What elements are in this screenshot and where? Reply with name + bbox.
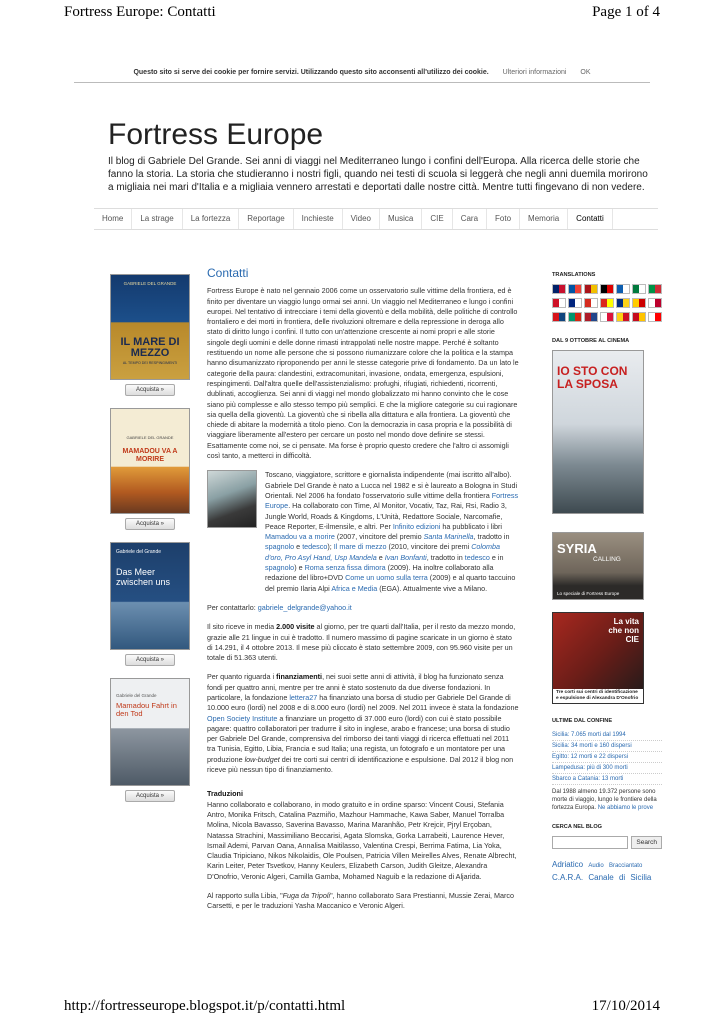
nav-memoria[interactable]: Memoria [520, 209, 568, 229]
search-form [552, 836, 662, 849]
link-tedesco[interactable]: tedesco [302, 542, 328, 552]
tag-link[interactable]: Sicilia [630, 873, 652, 882]
flag-icon[interactable] [648, 312, 662, 322]
list-item[interactable]: Egitto: 12 morti e 22 dispersi [552, 752, 662, 763]
print-page-number: Page 1 of 4 [592, 4, 660, 20]
site-title[interactable]: Fortress Europe [108, 118, 324, 151]
funding-paragraph: Per quanto riguarda i finanziamenti, nei suoi sette anni di attività, il blog ha funzionato senza fondi per quattro anni, mentre per tre anni è stato sostenuto da due diverse fondazioni. In particolare, la fondazione lettera27 ha finanziato una borsa di studio per Gabriele Del Grande di 10.000 euro (lordi) nel 2008 e di 8.000 euro (lordi) nel 2009. Nel 2011 invece è stata la fondazione Open Society Institute a finanziare un progetto di 37.000 euro (lordi) con cui è stato possibile pagare: quattro collaboratori per tradurre il sito in inglese, arabo e francese; una borsa di studio per Gabriele Del Grande, comprensiva del rimborso dei tanti viaggi di ricerca effettuati nel 2011 tra Tunisia, Egitto, Libia, Francia e sud Italia; una regista, un fotografo e un montatore per una produzione low-budget dei tre corti sui centri di identificazione e espulsione. Dal 2012 il blog non riceve più nessun tipo di finanziamento. [207, 672, 519, 775]
print-title: Fortress Europe: Contatti [64, 4, 216, 20]
flag-icon[interactable] [600, 312, 614, 322]
deaths-note: Dal 1988 almeno 19.372 persone sono morte di viaggio, lungo le frontiere della fortezza Europa. Ne abbiamo le prove [552, 789, 657, 811]
page-heading: Contatti [207, 266, 249, 280]
link-ne-abbiamo-le-prove[interactable]: Ne abbiamo le prove [597, 805, 654, 811]
cookie-text: Questo sito si serve dei cookie per fornire servizi. Utilizzando questo sito acconsenti all'utilizzo dei cookie. [133, 69, 489, 76]
tag-link[interactable]: Adriatico [552, 860, 584, 869]
cookie-ok-button[interactable]: OK [580, 69, 591, 76]
book-cover-mamadou-fahrt[interactable]: Gabriele del Grande Mamadou Fahrt in den Tod [110, 678, 190, 786]
link-spagnolo[interactable]: spagnolo [265, 542, 295, 552]
search-heading: CERCA NEL BLOG [552, 824, 603, 830]
buy-button[interactable]: Acquista » [125, 384, 175, 396]
tag-link[interactable]: C.A.R.A. [552, 873, 584, 882]
link-santa-marinella[interactable]: Santa Marinella [423, 532, 474, 542]
list-item[interactable]: Lampedusa: più di 300 morti [552, 763, 662, 774]
flag-icon[interactable] [616, 312, 630, 322]
poster-la-vita-che-non-cie[interactable]: La vita che non CIE Tre corti sui centri di identificazione e espulsione di Alexandra D'Onofrio [552, 612, 644, 704]
link-tedesco-2[interactable]: tedesco [464, 552, 490, 562]
flag-icon[interactable] [568, 284, 582, 294]
author-bio: Toscano, viaggiatore, scrittore e giornalista indipendente (mai iscritto all'albo). Gabriele Del Grande è nato a Lucca nel 1982 e si è laureato a Bologna in Studi Orientali. Nel 2006 ha fondato l'osservatorio sulle vittime della frontiera Fortress Europe. Ha collaborato con Time, Al Monitor, Vocativ, Taz, Rai, Rsi, Radio 3, Jungle World, Roads & Kingdoms, L'Unità, Redattore Sociale, Narcomafie, Peace Reporter, E-ilmensile, e altri. Per Infinito edizioni ha pubblicato i libri Mamadou va a morire (2007, vincitore del premio Santa Marinella, tradotto in spagnolo e tedesco); Il mare di mezzo (2010, vincitore dei premi Colomba d'oro, Pro Asyl Hand, Usp Mandela e Ivan Bonfanti, tradotto in tedesco e in spagnolo) e Roma senza fissa dimora (2009). Ha inoltre collaborato alla redazione del libro+DVD Come un uomo sulla terra (2009) e al quarto taccuino del premio Ilaria Alpi Africa e Media (EGA). Attualmente vive a Milano. [265, 470, 519, 593]
print-date: 17/10/2014 [591, 998, 660, 1014]
flag-icon[interactable] [616, 298, 630, 308]
flag-icon[interactable] [648, 298, 662, 308]
link-mamadou[interactable]: Mamadou va a morire [265, 532, 335, 542]
author-photo [207, 470, 257, 528]
flag-icon[interactable] [584, 284, 598, 294]
contact-email-link[interactable]: gabriele_delgrande@yahoo.it [257, 602, 352, 612]
cookie-more-link[interactable]: Ulteriori informazioni [502, 69, 567, 76]
author-section [207, 470, 519, 603]
flag-icon[interactable] [632, 284, 646, 294]
flag-icon[interactable] [632, 312, 646, 322]
translation-flags [552, 284, 662, 322]
flag-icon[interactable] [648, 284, 662, 294]
print-header [64, 4, 660, 24]
tag-link[interactable]: Audio [588, 863, 604, 869]
link-fortress-europe[interactable]: Fortress Europe [265, 490, 519, 511]
ultime-heading: ULTIME DAL CONFINE [552, 718, 613, 724]
translations-paragraph: Traduzioni Hanno collaborato e collaborano, in modo gratuito e in ordine sparso: Vincent Cousi, Stefania Antro, Monika Fritsch, Catalina Pazmiño, Mazhour Hammache, Kawa Saber, Manuel Torralba Molina, Nicola Bavasso, Saverina Bavasso, Marina Maranhão, Petr Krejcir, Pjryl Erçoban, Natassa Strachini, Massimiliano Beccarisi, Agata Slomska, Gorka Larrabeiti, Laurence Hever, Ismail Ademi, Parvan Oana, Annalisa Maitilasso, Valentina Crespi, Berrima Fatima, Lia Yoka, Claudia Tripiciano, Nikos Nikolaidis, Ole Poulsen, Patricia Villen Meirelles Alves, Renate Albrecht, Karin Leiter, Peter Tsvetkov, Hanny Keulers, Elizabeth Carson, Judith Gleitze, Alexandra D'Onofrio, Veronic Algeri, Camilla Gamba, Mohamed Naguib e la redazione di Aljarida. [207, 789, 517, 881]
visits-paragraph: Il sito riceve in media 2.000 visite al giorno, per tre quarti dall'Italia, per il resto da mezzo mondo, grazie alle 21 lingue in cui è tradotto. Il numero massimo di pagine scaricate in un giorno è stato di 14.291, il 4 ottobre 2013. Il mese più cliccato è stato settembre 2009, con 95.960 visite per un totale di 51.363 utenti. [207, 622, 516, 663]
link-open-society[interactable]: Open Society Institute [207, 713, 278, 723]
link-il-mare-di-mezzo[interactable]: Il mare di mezzo [333, 542, 387, 552]
libya-paragraph: Al rapporto sulla Libia, "Fuga da Tripoli", hanno collaborato Sara Prestianni, Mussie Zerai, Marco Carsetti, e per le traduzioni Yasha Maccanico e Veronic Algeri. [207, 891, 515, 911]
buy-button[interactable]: Acquista » [125, 654, 175, 666]
poster-syria-calling[interactable]: SYRIA CALLING Lo speciale di Fortress Europe [552, 532, 644, 600]
print-url: http://fortresseurope.blogspot.it/p/contatti.html [64, 998, 346, 1014]
flag-icon[interactable] [552, 284, 566, 294]
nav-la-fortezza[interactable]: La fortezza [183, 209, 240, 229]
cinema-heading: DAL 9 OTTOBRE AL CINEMA [552, 338, 630, 344]
nav-video[interactable]: Video [343, 209, 380, 229]
translations-heading: Traduzioni [207, 789, 243, 799]
nav-cara[interactable]: Cara [453, 209, 487, 229]
flag-icon[interactable] [632, 298, 646, 308]
link-roma-senza-fissa-dimora[interactable]: Roma senza fissa dimora [304, 563, 386, 573]
flag-icon[interactable] [600, 298, 614, 308]
nav-contatti[interactable]: Contatti [568, 209, 613, 229]
flag-icon[interactable] [600, 284, 614, 294]
cookie-bar [74, 64, 650, 83]
flag-icon[interactable] [568, 298, 582, 308]
nav-musica[interactable]: Musica [380, 209, 422, 229]
nav-home[interactable]: Home [94, 209, 132, 229]
print-footer [64, 998, 660, 1018]
ultime-list [552, 730, 662, 812]
link-ivan-bonfanti[interactable]: Ivan Bonfanti [384, 552, 427, 562]
tag-link[interactable]: Canale [588, 873, 614, 882]
search-button[interactable]: Search [631, 836, 662, 849]
site-description: Il blog di Gabriele Del Grande. Sei anni di viaggi nel Mediterraneo lungo i confini dell'Europa. Alla ricerca delle storie che fanno la storia. La storia che studieranno i nostri figli, quando nei testi di scuola si leggerà che negli anni duemila morirono a migliaia nei mari d'Italia e a migliaia vennero arrestati e deportati dalle nostre città. Mentre tutti fingevano di non vedere. [108, 156, 648, 193]
tag-link[interactable]: Bracciantato [608, 863, 643, 869]
link-come-un-uomo[interactable]: Come un uomo sulla terra [345, 573, 428, 583]
flag-icon[interactable] [616, 284, 630, 294]
search-input[interactable] [552, 836, 628, 849]
link-africa-e-media[interactable]: Africa e Media [331, 583, 378, 593]
contact-paragraph: Per contattarlo: gabriele_delgrande@yahoo.it [207, 602, 352, 612]
flag-icon[interactable] [552, 312, 566, 322]
poster-io-sto-con-la-sposa[interactable]: IO STO CON LA SPOSA [552, 350, 644, 514]
link-infinito-edizioni[interactable]: Infinito edizioni [392, 521, 441, 531]
list-item[interactable]: Sbarco a Catania: 13 morti [552, 774, 662, 785]
list-item[interactable]: Sicilia: 34 morti e 160 dispersi [552, 741, 662, 752]
nav-foto[interactable]: Foto [487, 209, 520, 229]
label-cloud [552, 859, 662, 883]
nav-inchieste[interactable]: Inchieste [294, 209, 343, 229]
book-cover-das-meer[interactable]: Gabriele del Grande Das Meer zwischen uns [110, 542, 190, 650]
buy-button[interactable]: Acquista » [125, 518, 175, 530]
main-content [207, 268, 519, 921]
flag-icon[interactable] [568, 312, 582, 322]
intro-paragraph: Fortress Europe è nato nel gennaio 2006 come un osservatorio sulle vittime della frontiera, ed è finito per diventare un viaggio lungo ormai sei anni. Un viaggio nel Mediterraneo e lungo i confini europei. Nel tentativo di intrecciare i temi della gioventù e della mobilità, delle politiche di controllo frontaliero e dei morti in frontiera, delle rivoluzioni oltremare e della repressione in deroga allo stato di diritto lungo i confini. Il tutto con un'attenzione crescente ai nomi propri e alle storie singole degli uomini e delle donne rimasti intrappolati nelle nostre mappe. Perché è soltanto restituendo un nome alle persone che si possono riumanizzare colore che la politica e la stampa hanno disumanizzato riproponendo per anni le stesse categorie prive di fondamento. Da un lato le categorie della paura: clandestini, extracomunitari, invasione, ondata, emergenza, espulsioni, respingimenti. Dall'altra quelle dell'assistenzialismo: profughi, rifugiati, richiedenti, ricorrenti, dublinati, accoglienza. Sei anni di viaggi nel mondo globalizzato mi hanno convinto che le cose siano più complesse e allo stesso tempo più semplici. E che la migliore categorie su cui ragionare sia quella della gioventù. La gioventù che si ribella alla dittatura e alla frontiera. La gioventù che chiede di abitare la modernità a titolo pieno. Con la democrazia in casa propria e la possibilità di viaggiare liberamente all'estero per cercare un posto nel mondo dove definire se stessi. Esattamente come noi, se ci pensate. Ma forse è proprio questo credere che l'altro ci assomigli così tanto, a metterci in difficoltà. [207, 286, 519, 461]
list-item[interactable]: Sicilia: 7.065 morti dal 1994 [552, 730, 662, 741]
books-column [110, 274, 190, 814]
link-spagnolo-2[interactable]: spagnolo [265, 563, 295, 573]
link-premi[interactable]: Colomba d'oro, Pro Asyl Hand, Usp Mandela [265, 542, 500, 562]
nav-la-strage[interactable]: La strage [132, 209, 182, 229]
buy-button[interactable]: Acquista » [125, 790, 175, 802]
nav-cie[interactable]: CIE [422, 209, 452, 229]
flag-icon[interactable] [552, 298, 566, 308]
book-cover-il-mare-di-mezzo[interactable]: GABRIELE DEL GRANDE IL MARE DI MEZZO AL TEMPO DEI RESPINGIMENTI [110, 274, 190, 380]
flag-icon[interactable] [584, 298, 598, 308]
nav-reportage[interactable]: Reportage [239, 209, 293, 229]
right-sidebar [552, 272, 662, 883]
main-nav [94, 208, 658, 230]
link-lettera27[interactable]: lettera27 [289, 692, 318, 702]
flag-icon[interactable] [584, 312, 598, 322]
book-cover-mamadou[interactable]: GABRIELE DEL GRANDE MAMADOU VA A MORIRE [110, 408, 190, 514]
tag-link[interactable]: di [618, 873, 626, 882]
translations-heading: TRANSLATIONS [552, 272, 596, 278]
